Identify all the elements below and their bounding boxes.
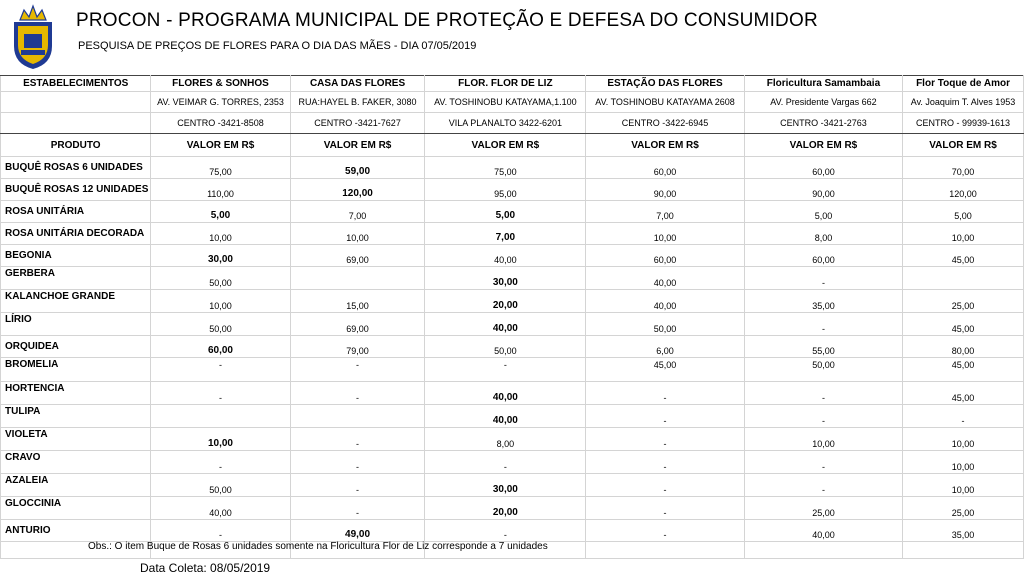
- price-column-header: VALOR EM R$: [425, 134, 586, 157]
- price-cell: 6,00: [586, 336, 745, 358]
- column-header-row: [1, 134, 1024, 157]
- store-address: Av. Joaquim T. Alves 1953: [903, 92, 1024, 113]
- price-cell: 10,00: [903, 428, 1024, 451]
- price-cell: 35,00: [744, 290, 902, 313]
- price-cell: 95,00: [425, 179, 586, 201]
- store-phone: CENTRO -3422-6945: [586, 113, 745, 134]
- price-cell: -: [586, 405, 745, 428]
- price-cell: 45,00: [586, 358, 745, 382]
- price-cell: -: [151, 358, 290, 382]
- price-cell: 5,00: [744, 201, 902, 223]
- product-name: KALANCHOE GRANDE: [1, 290, 151, 313]
- price-cell: 90,00: [586, 179, 745, 201]
- price-cell: -: [425, 451, 586, 474]
- price-cell: 49,00: [290, 520, 425, 542]
- empty-cell: [586, 542, 745, 559]
- store-phone: VILA PLANALTO 3422-6201: [425, 113, 586, 134]
- price-cell: 40,00: [151, 497, 290, 520]
- price-cell: 25,00: [903, 497, 1024, 520]
- price-column-header: VALOR EM R$: [903, 134, 1024, 157]
- product-name: GERBERA: [1, 267, 151, 290]
- price-cell: -: [290, 451, 425, 474]
- store-phone: CENTRO -3421-8508: [151, 113, 290, 134]
- page-subtitle: PESQUISA DE PREÇOS DE FLORES PARA O DIA DAS MÃES - DIA 07/05/2019: [78, 40, 477, 52]
- price-cell: 60,00: [586, 245, 745, 267]
- price-cell: 45,00: [903, 382, 1024, 405]
- price-cell: 60,00: [744, 245, 902, 267]
- store-phone: CENTRO - 99939-1613: [903, 113, 1024, 134]
- store-phone: CENTRO -3421-2763: [744, 113, 902, 134]
- price-cell: 10,00: [151, 223, 290, 245]
- table-row: [1, 201, 1024, 223]
- price-cell: 20,00: [425, 497, 586, 520]
- price-cell: 20,00: [425, 290, 586, 313]
- store-name-row: [1, 76, 1024, 92]
- price-cell: 10,00: [586, 223, 745, 245]
- price-cell: -: [290, 497, 425, 520]
- price-cell: 50,00: [586, 313, 745, 336]
- price-cell: 90,00: [744, 179, 902, 201]
- produto-header: PRODUTO: [1, 134, 151, 157]
- table-row: [1, 267, 1024, 290]
- price-cell: 45,00: [903, 358, 1024, 382]
- price-cell: 70,00: [903, 157, 1024, 179]
- price-cell: 35,00: [903, 520, 1024, 542]
- empty-cell: [1, 92, 151, 113]
- price-cell: -: [744, 313, 902, 336]
- price-cell: 30,00: [425, 474, 586, 497]
- empty-cell: [744, 542, 902, 559]
- price-cell: 40,00: [744, 520, 902, 542]
- price-cell: -: [586, 520, 745, 542]
- table-row: [1, 245, 1024, 267]
- price-cell: -: [290, 382, 425, 405]
- price-cell: -: [425, 520, 586, 542]
- price-cell: -: [744, 405, 902, 428]
- price-cell: -: [290, 428, 425, 451]
- price-cell: 8,00: [425, 428, 586, 451]
- price-cell: -: [744, 267, 902, 290]
- product-name: VIOLETA: [1, 428, 151, 451]
- price-cell: 40,00: [586, 267, 745, 290]
- price-cell: 50,00: [425, 336, 586, 358]
- table-row: [1, 179, 1024, 201]
- table-row: [1, 497, 1024, 520]
- store-address-row: [1, 92, 1024, 113]
- price-cell: 40,00: [425, 405, 586, 428]
- price-cell: -: [903, 405, 1024, 428]
- product-name: CRAVO: [1, 451, 151, 474]
- price-cell: 79,00: [290, 336, 425, 358]
- price-cell: 45,00: [903, 313, 1024, 336]
- price-column-header: VALOR EM R$: [586, 134, 745, 157]
- price-cell: 40,00: [425, 245, 586, 267]
- price-cell: -: [744, 474, 902, 497]
- price-cell: 7,00: [425, 223, 586, 245]
- price-cell: 75,00: [151, 157, 290, 179]
- price-column-header: VALOR EM R$: [151, 134, 290, 157]
- procon-logo-icon: [8, 2, 58, 70]
- price-cell: -: [744, 451, 902, 474]
- table-row: [1, 405, 1024, 428]
- price-cell: -: [151, 451, 290, 474]
- table-row: [1, 451, 1024, 474]
- page-title: PROCON - PROGRAMA MUNICIPAL DE PROTEÇÃO E DEFESA DO CONSUMIDOR: [76, 10, 818, 31]
- empty-cell: [903, 542, 1024, 559]
- price-cell: 59,00: [290, 157, 425, 179]
- product-name: ROSA UNITÁRIA DECORADA: [1, 223, 151, 245]
- price-cell: 30,00: [151, 245, 290, 267]
- price-cell: 110,00: [151, 179, 290, 201]
- table-row: [1, 358, 1024, 382]
- product-name: HORTENCIA: [1, 382, 151, 405]
- price-cell: 40,00: [586, 290, 745, 313]
- price-cell: 120,00: [290, 179, 425, 201]
- price-cell: 10,00: [903, 223, 1024, 245]
- price-cell: -: [290, 474, 425, 497]
- price-cell: 50,00: [744, 358, 902, 382]
- price-cell: 75,00: [425, 157, 586, 179]
- price-cell: 15,00: [290, 290, 425, 313]
- product-name: ORQUIDEA: [1, 336, 151, 358]
- price-cell: 50,00: [151, 474, 290, 497]
- product-name: AZALEIA: [1, 474, 151, 497]
- store-name: Flor Toque de Amor: [903, 76, 1024, 92]
- price-cell: 60,00: [151, 336, 290, 358]
- table-row: [1, 382, 1024, 405]
- store-address: AV. TOSHINOBU KATAYAMA,1.100: [425, 92, 586, 113]
- product-name: ROSA UNITÁRIA: [1, 201, 151, 223]
- price-table-body: [1, 76, 1024, 559]
- price-cell: -: [151, 520, 290, 542]
- table-row: [1, 428, 1024, 451]
- price-cell: -: [586, 497, 745, 520]
- price-cell: 7,00: [290, 201, 425, 223]
- store-phone: CENTRO -3421-7627: [290, 113, 425, 134]
- price-column-header: VALOR EM R$: [744, 134, 902, 157]
- price-cell: 25,00: [903, 290, 1024, 313]
- store-city-row: [1, 113, 1024, 134]
- price-cell: 40,00: [425, 382, 586, 405]
- product-name: ANTURIO: [1, 520, 151, 542]
- price-cell: 5,00: [903, 201, 1024, 223]
- price-cell: [151, 405, 290, 428]
- price-cell: 69,00: [290, 313, 425, 336]
- price-table-container: [0, 75, 1024, 559]
- price-column-header: VALOR EM R$: [290, 134, 425, 157]
- price-cell: 60,00: [744, 157, 902, 179]
- store-address: AV. VEIMAR G. TORRES, 2353: [151, 92, 290, 113]
- price-cell: 5,00: [425, 201, 586, 223]
- price-cell: [290, 405, 425, 428]
- price-cell: 80,00: [903, 336, 1024, 358]
- product-name: BROMELIA: [1, 358, 151, 382]
- price-cell: 45,00: [903, 245, 1024, 267]
- price-cell: -: [744, 382, 902, 405]
- corner-label: ESTABELECIMENTOS: [1, 76, 151, 92]
- product-name: GLOCCINIA: [1, 497, 151, 520]
- price-table: [0, 75, 1024, 559]
- price-cell: -: [586, 474, 745, 497]
- product-name: LÍRIO: [1, 313, 151, 336]
- price-cell: -: [425, 358, 586, 382]
- price-cell: [290, 267, 425, 290]
- price-cell: [903, 267, 1024, 290]
- price-cell: 10,00: [744, 428, 902, 451]
- price-cell: 10,00: [151, 290, 290, 313]
- store-address: AV. TOSHINOBU KATAYAMA 2608: [586, 92, 745, 113]
- store-name: CASA DAS FLORES: [290, 76, 425, 92]
- price-cell: 10,00: [903, 474, 1024, 497]
- price-cell: 40,00: [425, 313, 586, 336]
- store-name: ESTAÇÃO DAS FLORES: [586, 76, 745, 92]
- product-name: BUQUÊ ROSAS 12 UNIDADES: [1, 179, 151, 201]
- store-address: RUA:HAYEL B. FAKER, 3080: [290, 92, 425, 113]
- table-row: [1, 313, 1024, 336]
- price-cell: 50,00: [151, 313, 290, 336]
- price-cell: 30,00: [425, 267, 586, 290]
- product-name: BUQUÊ ROSAS 6 UNIDADES: [1, 157, 151, 179]
- price-cell: 69,00: [290, 245, 425, 267]
- price-cell: 120,00: [903, 179, 1024, 201]
- price-cell: 10,00: [290, 223, 425, 245]
- product-name: BEGONIA: [1, 245, 151, 267]
- price-cell: 10,00: [151, 428, 290, 451]
- table-row: [1, 223, 1024, 245]
- price-cell: 5,00: [151, 201, 290, 223]
- store-name: FLOR. FLOR DE LIZ: [425, 76, 586, 92]
- price-cell: -: [586, 451, 745, 474]
- price-cell: 60,00: [586, 157, 745, 179]
- price-cell: -: [151, 382, 290, 405]
- table-row: [1, 157, 1024, 179]
- collection-date: Data Coleta: 08/05/2019: [140, 561, 271, 575]
- price-cell: -: [586, 428, 745, 451]
- table-row: [1, 474, 1024, 497]
- price-cell: 8,00: [744, 223, 902, 245]
- store-name: FLORES & SONHOS: [151, 76, 290, 92]
- price-cell: 10,00: [903, 451, 1024, 474]
- price-cell: 50,00: [151, 267, 290, 290]
- table-row: [1, 290, 1024, 313]
- price-cell: 55,00: [744, 336, 902, 358]
- price-cell: -: [290, 358, 425, 382]
- table-row: [1, 336, 1024, 358]
- price-cell: 7,00: [586, 201, 745, 223]
- store-address: AV. Presidente Vargas 662: [744, 92, 902, 113]
- footer-note: Obs.: O item Buque de Rosas 6 unidades somente na Floricultura Flor de Liz corresponde a 7 unidades: [88, 541, 548, 552]
- empty-cell: [1, 113, 151, 134]
- product-name: TULIPA: [1, 405, 151, 428]
- store-name: Floricultura Samambaia: [744, 76, 902, 92]
- table-row: [1, 520, 1024, 542]
- price-cell: -: [586, 382, 745, 405]
- price-cell: 25,00: [744, 497, 902, 520]
